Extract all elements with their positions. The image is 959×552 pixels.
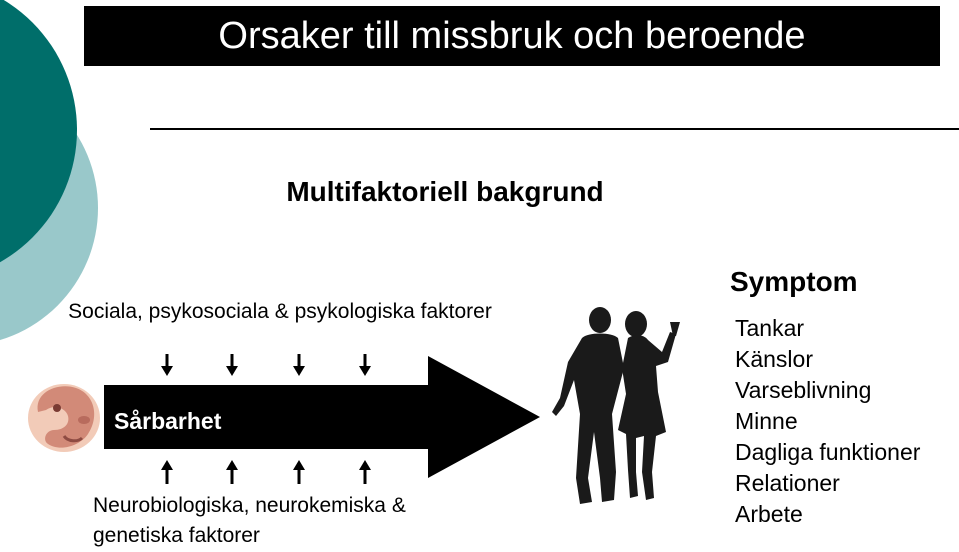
subtitle: Multifaktoriell bakgrund [286,176,604,207]
up-arrow-icon [226,460,238,484]
arrow-label: Sårbarhet [114,408,222,434]
up-arrow-icon [359,460,371,484]
embryo-image [24,378,102,460]
slide-title: Orsaker till missbruk och beroende [218,15,806,57]
symptom-list [735,313,920,530]
symptom-item: Relationer [735,470,840,496]
up-arrow-icon [293,460,305,484]
divider-line [150,128,959,130]
symptom-item: Tankar [735,315,805,341]
up-arrows [150,458,390,488]
couple-silhouette-image [552,302,692,510]
symptom-item: Arbete [735,501,803,527]
top-factors-label: Sociala, psykosociala & psykologiska faktorer [68,300,492,323]
bottom-factors-label: Neurobiologiska, neurokemiska & genetiska faktorer [93,494,406,547]
up-arrow-icon [161,460,173,484]
symptom-item: Minne [735,408,798,434]
symptom-heading: Symptom [730,266,858,297]
symptom-item: Varseblivning [735,377,872,403]
symptom-item: Dagliga funktioner [735,439,921,465]
symptom-item: Känslor [735,346,813,372]
